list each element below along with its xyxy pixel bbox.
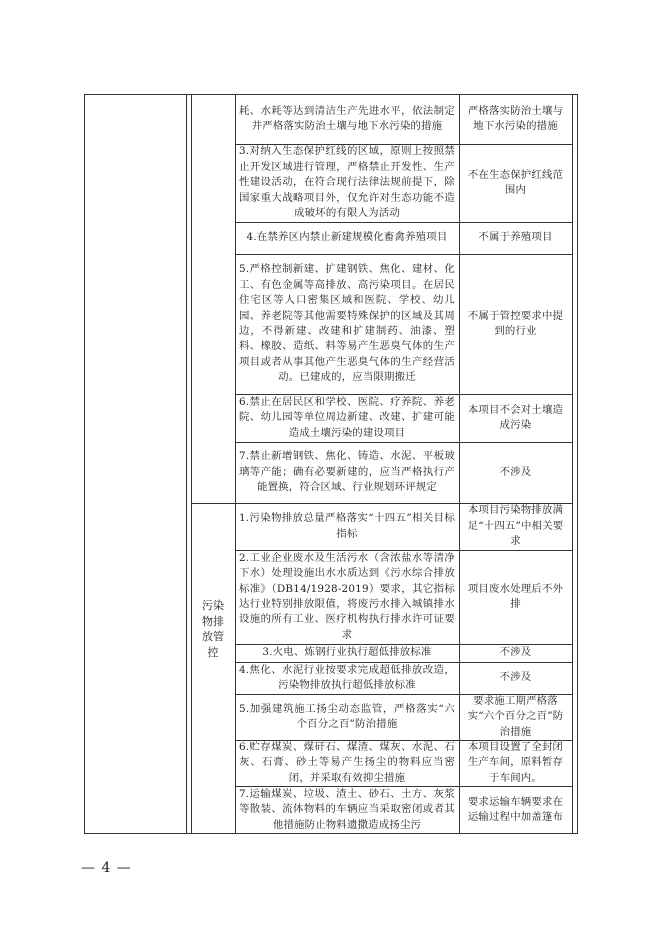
- category-label-line: 物排: [202, 614, 224, 628]
- requirement-cell: 5.严格控制新建、扩建钢铁、焦化、建材、化工、有色金属等高排放、高污染项目。在居民住宅区等人口密集区域和医院、学校、幼儿园、养老院等其他需要特殊保护的区域及其周边，不得新建、改建和扩建制药、油漆、塑料、橡胶、造纸、料等易产生恶臭气体的生产项目或者从事其他产生恶臭气体的生产经营活动。已建成的，应当限期搬迁: [239, 263, 455, 384]
- page-number: — 4 —: [81, 860, 132, 876]
- status-cell: 要求施工期严格落实“六个百分之百”防治措施: [467, 694, 564, 738]
- requirement-cell: 2.工业企业废水及生活污水（含浓盐水等清净下水）处理设施出水水质达到《污水综合排放标准》（DB14/1928-2019）要求，其它指标达行业特别排放限值，将废污水排入城镇排水设施的所有工业、医疗机构执行排水许可证要求: [239, 551, 455, 641]
- category-label-line: 污染: [202, 599, 224, 612]
- status-cell: 不涉及: [499, 671, 532, 684]
- requirement-cell: 1.污染物排放总量严格落实“十四五”相关目标指标: [239, 512, 455, 540]
- table-vline: [186, 94, 187, 834]
- requirement-cell: 3.对纳入生态保护红线的区域，原则上按照禁止开发区域进行管理，严格禁止开发性、生产性建设活动，在符合现行法律法规前提下，除国家重大战略项目外，仅允许对生态功能不造成破坏的有限人为活动: [239, 145, 455, 220]
- requirement-cell: 6.禁止在居民区和学校、医院、疗养院、养老院、幼儿园等单位周边新建、改建、扩建可能造成土壤污染的建设项目: [239, 395, 455, 439]
- status-cell: 不属于管控要求中提到的行业: [467, 309, 564, 337]
- category-label-line: 控: [207, 645, 219, 659]
- table-vline: [191, 94, 192, 834]
- status-cell: 要求运输车辆要求在运输过程中加盖篷布: [467, 795, 564, 823]
- category-label-line: 放管: [202, 630, 224, 643]
- status-cell: 不涉及: [499, 465, 532, 478]
- requirement-cell: 3.火电、炼钢行业执行超低排放标准: [262, 646, 432, 659]
- status-cell: 严格落实防治土壤与地下水污染的措施: [467, 104, 564, 132]
- requirement-cell: 7.运输煤炭、垃圾、渣土、砂石、土方、灰浆等散装、流体物料的车辆应当采取密闭或者其他措施防止物料遗撒造成扬尘污: [239, 787, 455, 831]
- requirement-cell: 7.禁止新增钢铁、焦化、铸造、水泥、平板玻璃等产能；确有必要新建的，应当严格执行产能置换，符合区域、行业规划环评规定: [239, 450, 455, 494]
- status-cell: 本项目设置了全封闭生产车间，原料暂存于车间内。: [467, 740, 564, 784]
- requirement-cell: 4.在禁养区内禁止新建规模化畜禽养殖项目: [246, 231, 448, 244]
- requirement-cell: 6.贮存煤炭、煤矸石、煤渣、煤灰、水泥、石灰、石膏、砂土等易产生扬尘的物料应当密闭，并采取有效抑尘措施: [239, 740, 455, 784]
- requirement-cell: 耗、水耗等达到清洁生产先进水平，依法制定并严格落实防治土壤与地下水污染的措施: [239, 104, 455, 132]
- status-cell: 项目废水处理后不外排: [467, 582, 564, 610]
- category-label: [194, 598, 232, 660]
- status-cell: 本项目不会对土壤造成污染: [467, 403, 564, 431]
- status-cell: 不在生态保护红线范围内: [467, 168, 564, 196]
- status-cell: 本项目污染物排放满足“十四五”中相关要求: [467, 504, 564, 548]
- table-vline: [572, 94, 573, 834]
- requirement-cell: 5.加强建筑施工扬尘动态监管，严格落实“六个百分之百”防治措施: [239, 702, 455, 730]
- status-cell: 不涉及: [499, 646, 532, 659]
- status-cell: 不属于养殖项目: [478, 231, 553, 244]
- requirement-cell: 4.焦化、水泥行业按要求完成超低排放改造，污染物排放执行超低排放标准: [239, 663, 455, 691]
